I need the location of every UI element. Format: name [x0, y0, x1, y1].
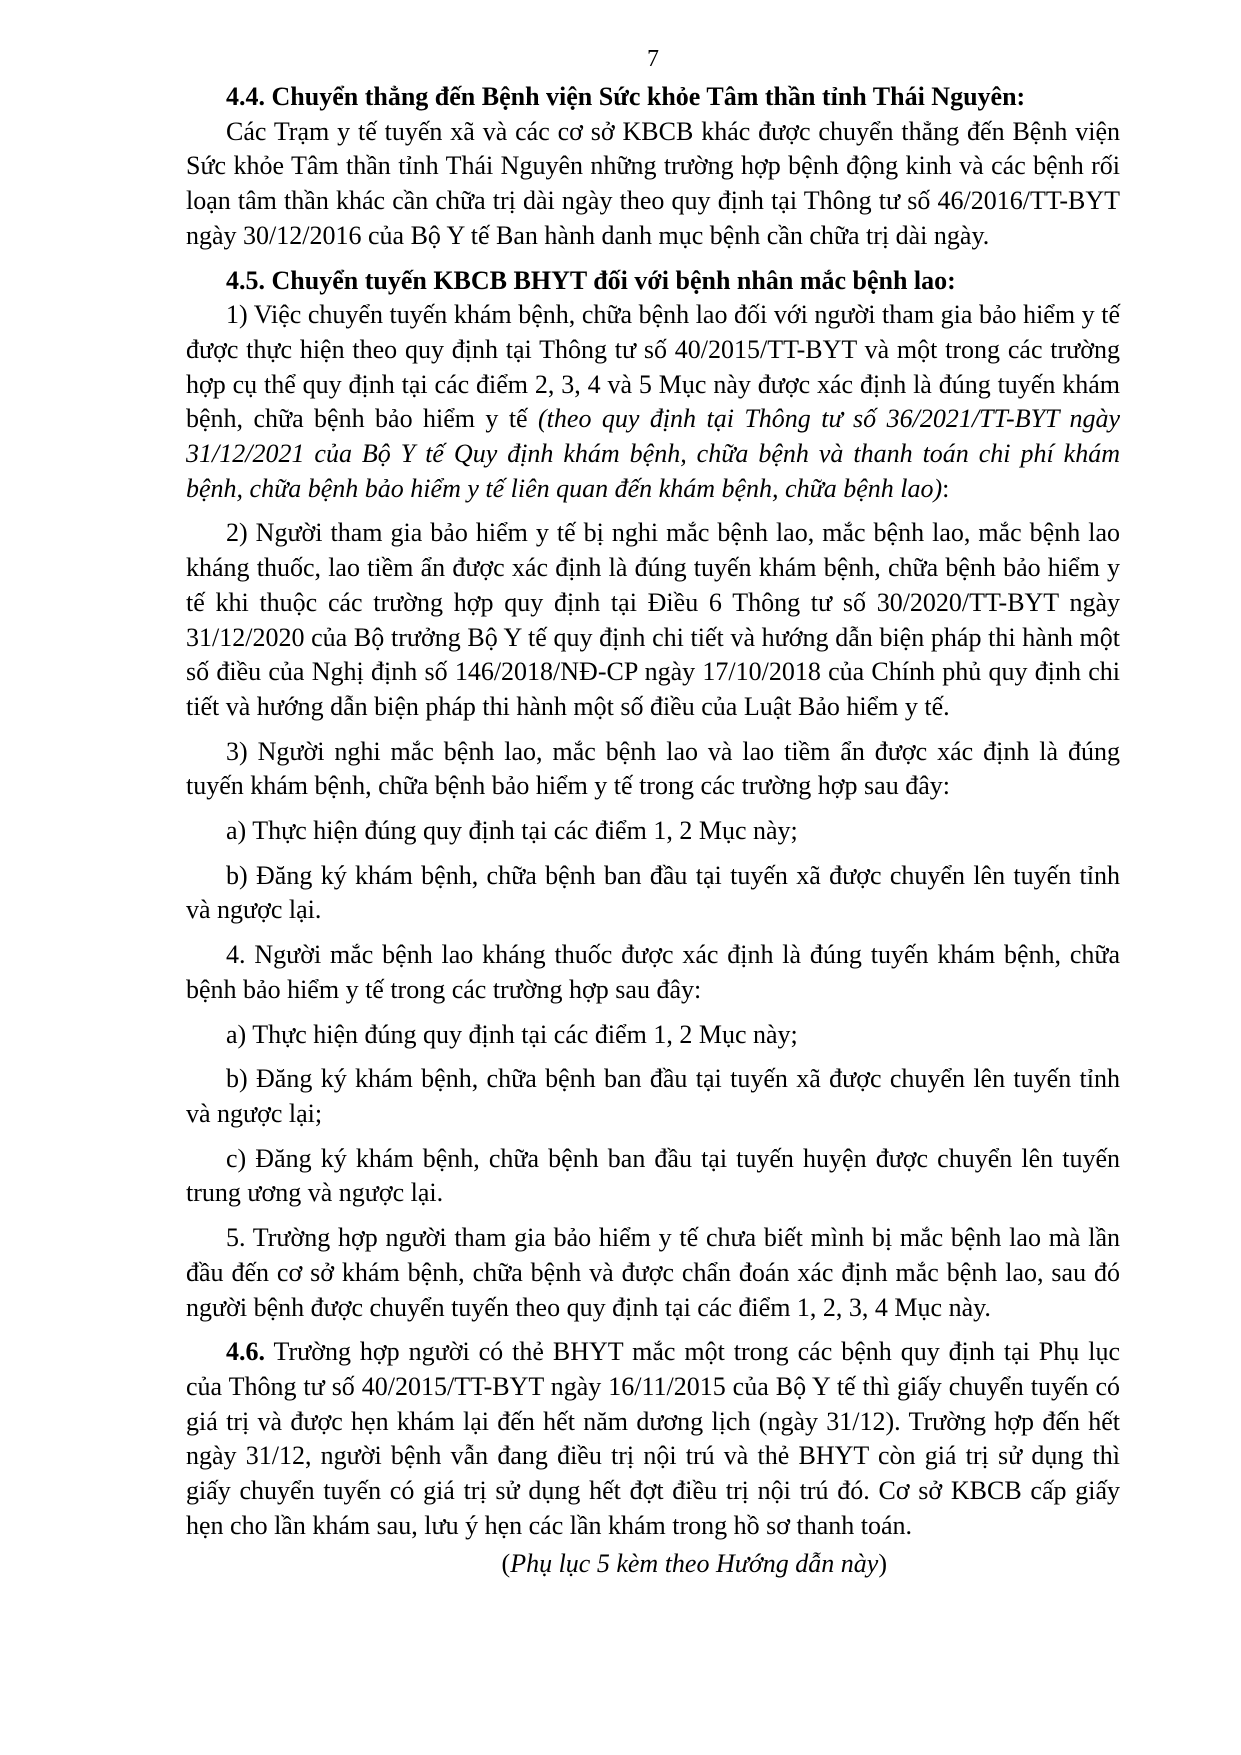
- section-4-6-text: Trường hợp người có thẻ BHYT mắc một trong các bệnh quy định tại Phụ lục của Thông tư số 40/2015/TT-BYT ngày 16/11/2015 của Bộ Y tế thì giấy chuyển tuyến có giá trị và được hẹn khám lại đến hết năm dương lịch (ngày 31/12). Trường hợp đến hết ngày 31/12, người bệnh vẫn đang điều trị nội trú và thẻ BHYT còn giá trị sử dụng thì giấy chuyển tuyến có giá trị sử dụng hết đợt điều trị nội trú đó. Cơ sở KBCB cấp giấy hẹn cho lần khám sau, lưu ý hẹn các lần khám trong hồ sơ thanh toán.: [186, 1337, 1120, 1540]
- section-4-5-point-4c: c) Đăng ký khám bệnh, chữa bệnh ban đầu tại tuyến huyện được chuyển lên tuyến trung ương và ngược lại.: [186, 1143, 1120, 1208]
- point-1-text: 1) Việc chuyển tuyến khám bệnh, chữa bệnh lao đối với người tham gia bảo hiểm y tế được thực hiện theo quy định tại Thông tư số 40/2015/TT-BYT và một trong các trường hợp cụ thể quy định tại các điểm 2, 3, 4 và 5 Mục này được xác định là đúng tuyến khám bệnh, chữa bệnh bảo hiểm y tế: [186, 300, 1120, 434]
- page-number: 7: [647, 46, 659, 72]
- section-4-5-point-5: 5. Trường hợp người tham gia bảo hiểm y tế chưa biết mình bị mắc bệnh lao mà lần đầu đến cơ sở khám bệnh, chữa bệnh và được chẩn đoán xác định mắc bệnh lao, sau đó người bệnh được chuyển tuyến theo quy định tại các điểm 1, 2, 3, 4 Mục này.: [186, 1223, 1120, 1322]
- section-4-6-label: 4.6.: [226, 1337, 265, 1367]
- section-4-5-point-1: [186, 298, 1120, 506]
- section-4-5-point-4: 4. Người mắc bệnh lao kháng thuốc được xác định là đúng tuyến khám bệnh, chữa bệnh bảo hiểm y tế trong các trường hợp sau đây:: [186, 940, 1120, 1004]
- point-1-citation: (theo quy định tại Thông tư số 36/2021/TT-BYT ngày 31/12/2021 của Bộ Y tế Quy định khám bệnh, chữa bệnh và thanh toán chi phí khám bệnh, chữa bệnh bảo hiểm y tế liên quan đến khám bệnh, chữa bệnh lao): [186, 404, 1120, 503]
- document-page: [186, 44, 1120, 1592]
- section-4-4-body: Các Trạm y tế tuyến xã và các cơ sở KBCB khác được chuyển thẳng đến Bệnh viện Sức khỏe Tâm thần tỉnh Thái Nguyên những trường hợp bệnh động kinh và các bệnh rối loạn tâm thần khác cần chữa trị dài ngày theo quy định tại Thông tư số 46/2016/TT-BYT ngày 30/12/2016 của Bộ Y tế Ban hành danh mục bệnh cần chữa trị dài ngày.: [186, 116, 1120, 250]
- section-4-5-point-3a: a) Thực hiện đúng quy định tại các điểm 1, 2 Mục này;: [226, 816, 798, 846]
- section-4-5-point-4a: a) Thực hiện đúng quy định tại các điểm 1, 2 Mục này;: [226, 1019, 798, 1049]
- section-4-5-point-4b: b) Đăng ký khám bệnh, chữa bệnh ban đầu tại tuyến xã được chuyển lên tuyến tỉnh và ngược lại;: [186, 1064, 1120, 1128]
- appendix-reference: (Phụ lục 5 kèm theo Hướng dẫn này): [501, 1549, 887, 1579]
- section-4-5-point-3: 3) Người nghi mắc bệnh lao, mắc bệnh lao và lao tiềm ẩn được xác định là đúng tuyến khám bệnh, chữa bệnh bảo hiểm y tế trong các trường hợp sau đây:: [186, 736, 1120, 801]
- section-4-5-point-2: 2) Người tham gia bảo hiểm y tế bị nghi mắc bệnh lao, mắc bệnh lao, mắc bệnh lao kháng thuốc, lao tiềm ẩn được xác định là đúng tuyến khám bệnh, chữa bệnh bảo hiểm y tế khi thuộc các trường hợp quy định tại Điều 6 Thông tư số 30/2020/TT-BYT ngày 31/12/2020 của Bộ trưởng Bộ Y tế quy định chi tiết và hướng dẫn biện pháp thi hành một số điều của Nghị định số 146/2018/NĐ-CP ngày 17/10/2018 của Chính phủ quy định chi tiết và hướng dẫn biện pháp thi hành một số điều của Luật Bảo hiểm y tế.: [186, 518, 1120, 721]
- section-4-5-point-3b: b) Đăng ký khám bệnh, chữa bệnh ban đầu tại tuyến xã được chuyển lên tuyến tỉnh và ngược lại.: [186, 860, 1120, 925]
- section-4-4-heading: 4.4. Chuyển thẳng đến Bệnh viện Sức khỏe Tâm thần tỉnh Thái Nguyên:: [226, 82, 1026, 111]
- point-1-end: :: [942, 473, 950, 503]
- section-4-5-heading: 4.5. Chuyển tuyến KBCB BHYT đối với bệnh nhân mắc bệnh lao:: [226, 265, 956, 295]
- appendix-reference-text: Phụ lục 5 kèm theo Hướng dẫn này: [510, 1549, 879, 1579]
- section-4-6-body: [186, 1335, 1120, 1543]
